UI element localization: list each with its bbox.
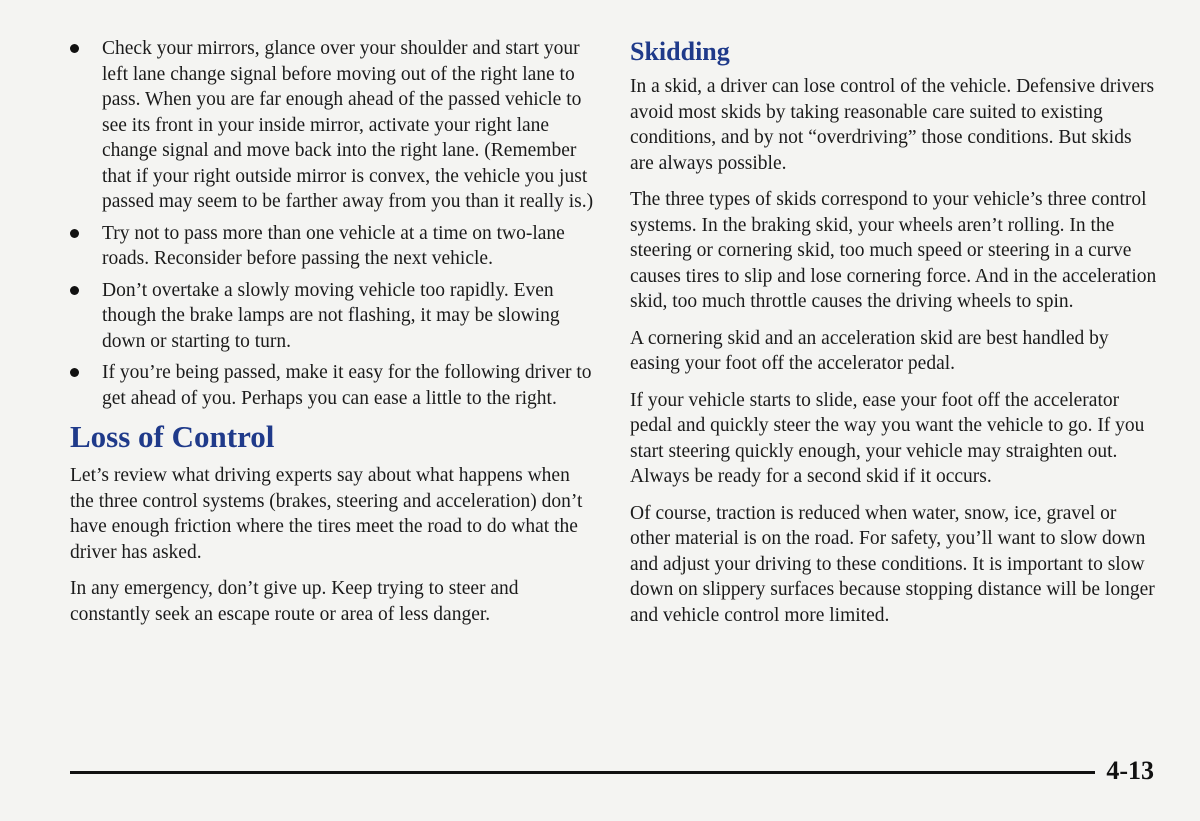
list-item (70, 278, 595, 355)
bullet-icon (70, 368, 79, 377)
page-number: 4-13 (1106, 756, 1154, 785)
left-column (70, 36, 595, 638)
skidding-paragraph: In a skid, a driver can lose control of the vehicle. Defensive drivers avoid most skids by taking reasonable care suited to existing conditions, and by not “overdriving” those conditions. But skids are always possible. (630, 76, 1155, 174)
bullet-icon (70, 229, 79, 238)
bullet-text: If you’re being passed, make it easy for the following driver to get ahead of you. Perhaps you can ease a little to the right. (102, 362, 592, 409)
list-item (70, 36, 595, 215)
skidding-paragraph: If your vehicle starts to slide, ease your foot off the accelerator pedal and quickly steer the way you want the vehicle to go. If you start steering quickly enough, your vehicle may straighten out. Always be ready for a second skid if it occurs. (630, 389, 1145, 487)
loss-of-control-heading: Loss of Control (70, 419, 275, 454)
list-item (70, 221, 595, 272)
passing-tips-list (70, 36, 595, 411)
bullet-icon (70, 286, 79, 295)
loss-of-control-paragraph: In any emergency, don’t give up. Keep trying to steer and constantly seek an escape route or area of less danger. (70, 578, 519, 625)
skidding-paragraph: A cornering skid and an acceleration skid are best handled by easing your foot off the accelerator pedal. (630, 327, 1109, 374)
skidding-heading: Skidding (630, 37, 730, 66)
bullet-icon (70, 44, 79, 53)
loss-of-control-paragraph: Let’s review what driving experts say about what happens when the three control systems (brakes, steering and acceleration) don’t have enough friction where the tires meet the road to do what the driver has asked. (70, 465, 583, 563)
list-item (70, 360, 595, 411)
right-column (630, 36, 1160, 639)
bullet-text: Don’t overtake a slowly moving vehicle too rapidly. Even though the brake lamps are not flashing, it may be slowing down or starting to turn. (102, 279, 560, 352)
bullet-text: Check your mirrors, glance over your shoulder and start your left lane change signal before moving out of the right lane to pass. When you are far enough ahead of the passed vehicle to see its front in your inside mirror, activate your right lane change signal and move back into the right lane. (Remember that if your right outside mirror is convex, the vehicle you just passed may seem to be farther away from you than it really is.) (102, 38, 594, 212)
footer-divider (70, 771, 1095, 774)
skidding-paragraph: Of course, traction is reduced when water, snow, ice, gravel or other material is on the road. For safety, you’ll want to slow down and adjust your driving to these conditions. It is important to slow down on slippery surfaces because stopping distance will be longer and vehicle control more limited. (630, 502, 1155, 626)
bullet-text: Try not to pass more than one vehicle at a time on two-lane roads. Reconsider before passing the next vehicle. (102, 222, 565, 269)
skidding-paragraph: The three types of skids correspond to your vehicle’s three control systems. In the braking skid, your wheels aren’t rolling. In the steering or cornering skid, too much speed or steering in a curve causes tires to slip and lose cornering force. And in the acceleration skid, too much throttle causes the driving wheels to spin. (630, 189, 1157, 312)
